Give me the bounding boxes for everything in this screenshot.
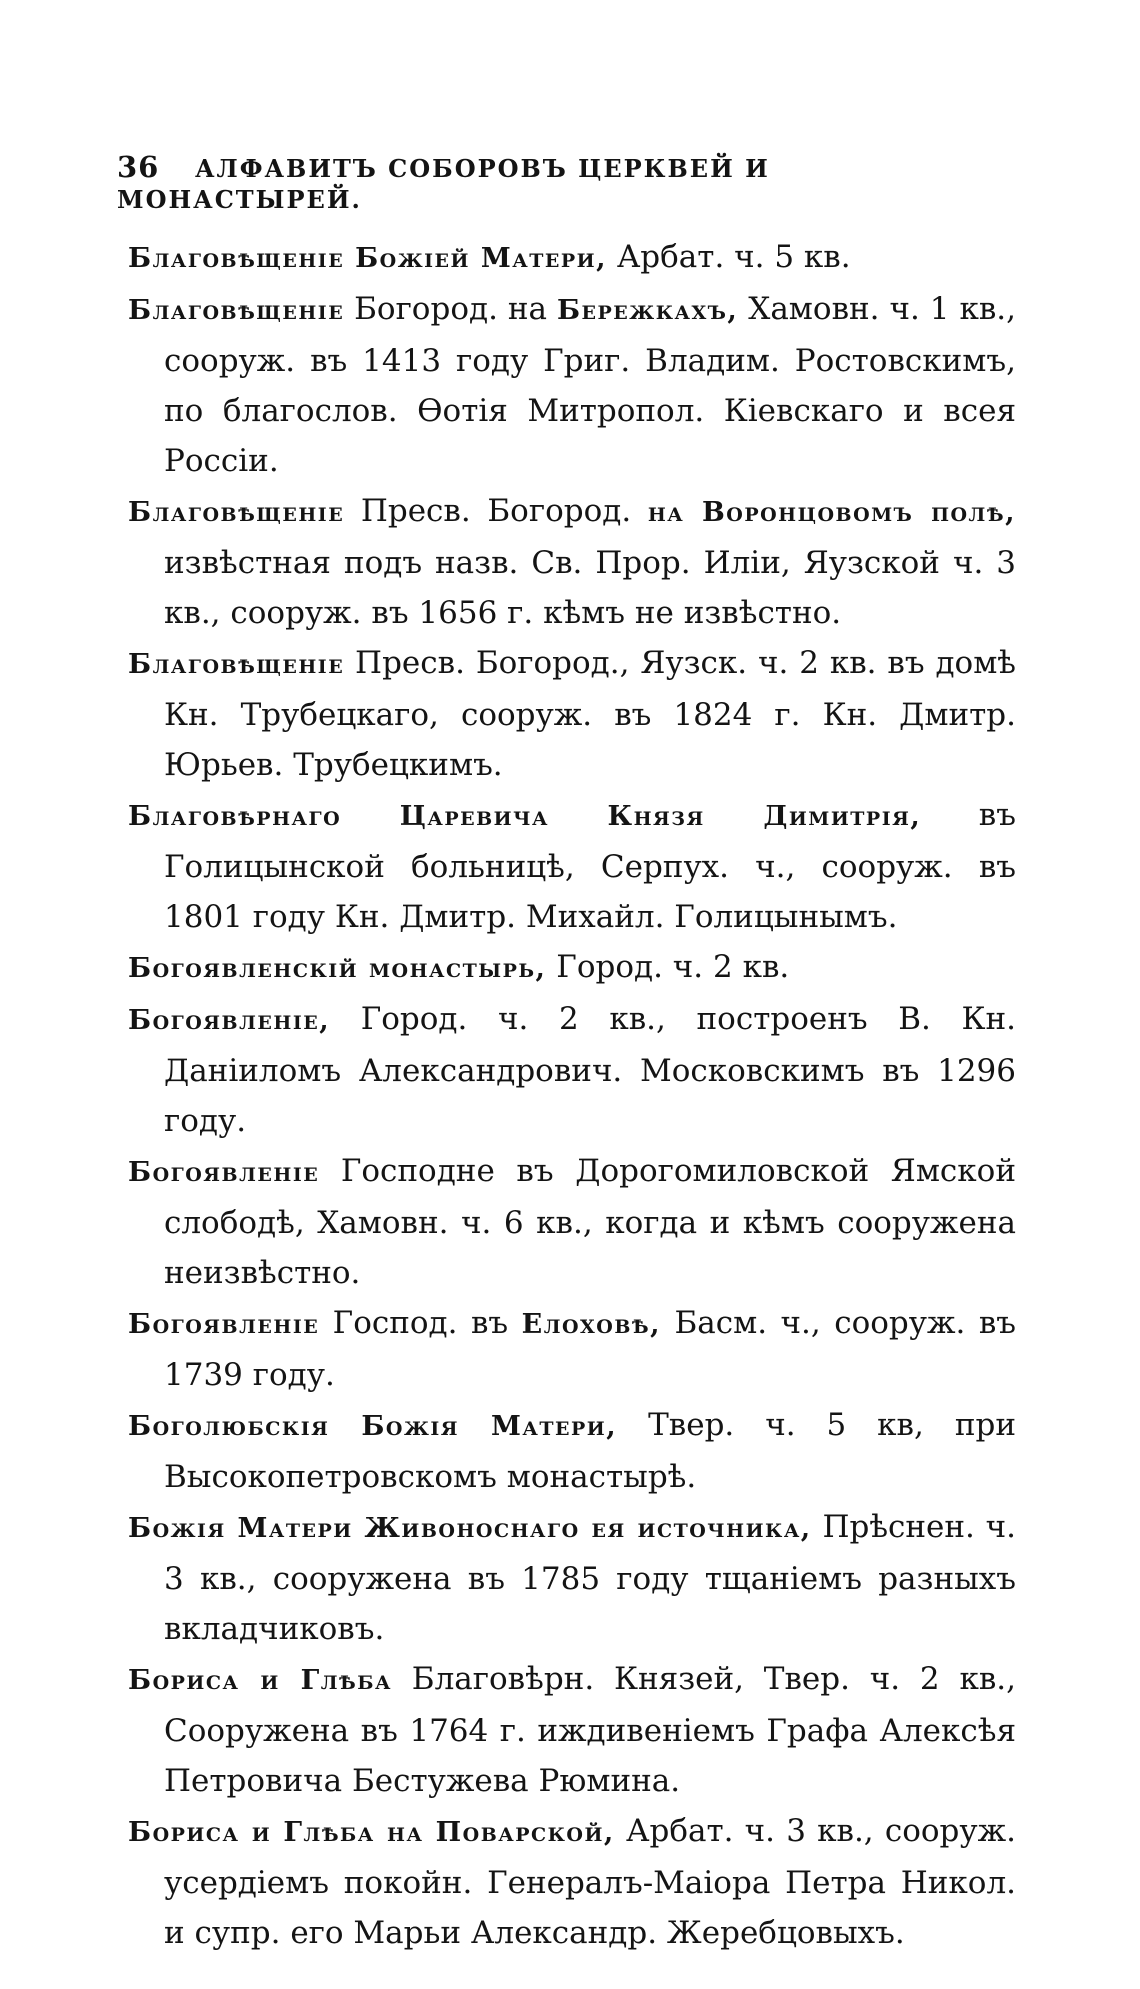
entry-text: Арбат. ч. 5 кв. xyxy=(606,239,851,275)
entry-keyword-secondary: Бережкахъ, xyxy=(556,295,739,326)
entry-13 xyxy=(128,1806,1016,1958)
page-header xyxy=(117,150,1017,214)
entry-text-continued: Басм. ч., сооруж. въ 1739 году. xyxy=(164,1305,1016,1393)
entry-keyword: Богоявленіе xyxy=(128,1309,320,1340)
entry-9 xyxy=(128,1298,1016,1400)
entry-keyword: Благовѣщеніе Божіей Матери, xyxy=(128,243,607,274)
entry-text: Город. ч. 2 кв., построенъ В. Кн. Даніиломъ Александрович. Московскимъ въ 1296 году. xyxy=(164,1001,1016,1139)
entry-4 xyxy=(128,638,1016,790)
entry-text: въ Голицынской больницѣ, Серпух. ч., сооруж. въ 1801 году Кн. Дмитр. Михайл. Голицынымъ. xyxy=(164,797,1016,935)
entry-keyword-secondary: на Воронцовомъ полѣ, xyxy=(647,497,1016,528)
entry-keyword: Боголюбскія Божія Матери, xyxy=(128,1411,618,1442)
entry-12 xyxy=(128,1654,1016,1806)
entry-list xyxy=(128,232,1016,1958)
entry-11 xyxy=(128,1502,1016,1654)
entry-text: Господ. въ xyxy=(319,1305,522,1341)
entry-keyword: Благовѣщеніе xyxy=(128,649,345,680)
entry-8 xyxy=(128,1146,1016,1298)
entry-text: Благовѣрн. Князей, Твер. ч. 2 кв., Сооружена въ 1764 г. иждивеніемъ Графа Алексѣя Петровича Бестужева Рюмина. xyxy=(164,1661,1016,1799)
entry-text: Твер. ч. 5 кв, при Высокопетровскомъ монастырѣ. xyxy=(164,1407,1016,1495)
entry-5 xyxy=(128,790,1016,942)
entry-text: Город. ч. 2 кв. xyxy=(546,949,790,985)
entry-text: Арбат. ч. 3 кв., сооруж. усердіемъ покойн. Генералъ-Маіора Петра Никол. и супр. его Марьи Александр. Жеребцовыхъ. xyxy=(164,1813,1016,1951)
entry-keyword: Богоявленскій монастырь, xyxy=(128,953,547,984)
entry-keyword: Бориса и Глѣба на Поварской, xyxy=(128,1817,615,1848)
entry-text: Богород. на xyxy=(344,291,557,327)
entry-7 xyxy=(128,994,1016,1146)
entry-keyword: Благовѣрнаго Царевича Князя Димитрія, xyxy=(128,801,922,832)
entry-keyword: Бориса и Глѣба xyxy=(128,1665,392,1696)
entry-keyword-secondary: Елоховѣ, xyxy=(521,1309,662,1340)
entry-keyword: Богоявленіе, xyxy=(128,1005,331,1036)
entry-text: Пресв. Богород. xyxy=(344,493,648,529)
entry-keyword: Благовѣщеніе xyxy=(128,497,345,528)
entry-2 xyxy=(128,284,1016,486)
page-number: 36 xyxy=(117,150,160,184)
entry-6 xyxy=(128,942,1016,994)
entry-10 xyxy=(128,1400,1016,1502)
entry-1 xyxy=(128,232,1016,284)
entry-3 xyxy=(128,486,1016,638)
entry-text-continued: Хамовн. ч. 1 кв., сооруж. въ 1413 году Григ. Владим. Ростовскимъ, по благослов. Ѳотія Митропол. Кіевскаго и всея Россіи. xyxy=(164,291,1016,479)
entry-keyword: Божія Матери Живоноснаго ея источника, xyxy=(128,1513,812,1544)
entry-keyword: Богоявленіе xyxy=(128,1157,320,1188)
entry-text: Прѣснен. ч. 3 кв., сооружена въ 1785 году тщаніемъ разныхъ вкладчиковъ. xyxy=(164,1509,1016,1647)
entry-text: Пресв. Богород., Яузск. ч. 2 кв. въ домѣ Кн. Трубецкаго, сооруж. въ 1824 г. Кн. Дмитр. Юрьев. Трубецкимъ. xyxy=(164,645,1016,783)
entry-text-continued: извѣстная подъ назв. Св. Прор. Иліи, Яузской ч. 3 кв., сооруж. въ 1656 г. кѣмъ не извѣстно. xyxy=(164,545,1016,631)
entry-keyword: Благовѣщеніе xyxy=(128,295,345,326)
running-title: АЛФАВИТЪ СОБОРОВЪ ЦЕРКВЕЙ И МОНАСТЫРЕЙ. xyxy=(117,154,770,214)
entry-text: Господне въ Дорогомиловской Ямской слободѣ, Хамовн. ч. 6 кв., когда и кѣмъ сооружена неизвѣстно. xyxy=(164,1153,1016,1291)
